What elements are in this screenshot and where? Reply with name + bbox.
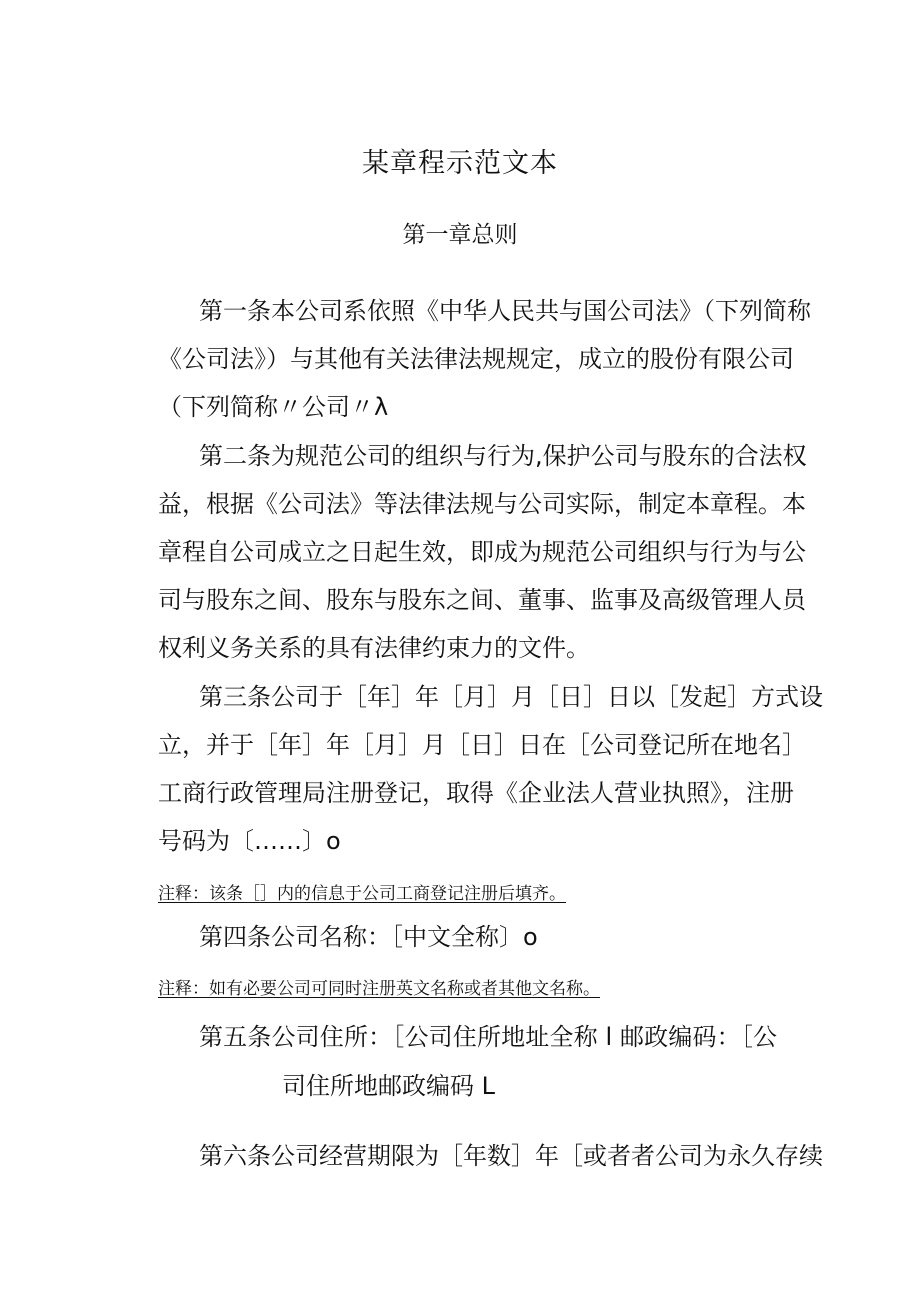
chapter-heading: 第一章总则 [402,222,518,248]
article-2-line-4: 司与股东之间、股东与股东之间、董事、监事及高级管理人员 [158,586,806,614]
article-6-line-1: 第六条公司经营期限为［年数］年［或者者公司为永久存续 [199,1142,823,1170]
note-2: 注释：如有必要公司可同时注册英文名称或者其他文名称。 [158,979,600,999]
article-4: 第四条公司名称：［中文全称〕o [199,923,538,951]
article-2-line-5: 权利义务关系的具有法律约束力的文件。 [158,634,590,662]
article-2-line-3: 章程自公司成立之日起生效，即成为规范公司组织与行为与公 [158,538,806,566]
note-1: 注释：该条［］内的信息于公司工商登记注册后填齐。 [158,884,566,904]
article-3-line-2: 立，并于［年］年［月］月［日］日在［公司登记所在地名］ [158,731,806,759]
document-title: 某章程示范文本 [362,148,558,179]
article-1-line-1: 第一条本公司系依照《中华人民共与国公司法》（下列简称 [199,297,811,325]
article-5-line-2: 司住所地邮政编码 L [282,1072,495,1100]
article-3-line-3: 工商行政管理局注册登记，取得《企业法人营业执照》，注册 [158,779,794,807]
article-2-line-2: 益，根据《公司法》等法律法规与公司实际，制定本章程。本 [158,490,806,518]
article-2-line-1: 第二条为规范公司的组织与行为,保护公司与股东的合法权 [199,442,807,470]
article-1-line-3: （下列简称〃公司〃λ [158,393,389,421]
article-3-line-1: 第三条公司于［年］年［月］月［日］日以［发起］方式设 [199,683,823,711]
article-1-line-2: 《公司法》）与其他有关法律法规规定，成立的股份有限公司 [158,345,794,373]
article-3-line-4: 号码为〔……〕o [158,827,341,855]
article-5-line-1: 第五条公司住所：［公司住所地址全称 l 邮政编码：［公 [199,1023,777,1051]
